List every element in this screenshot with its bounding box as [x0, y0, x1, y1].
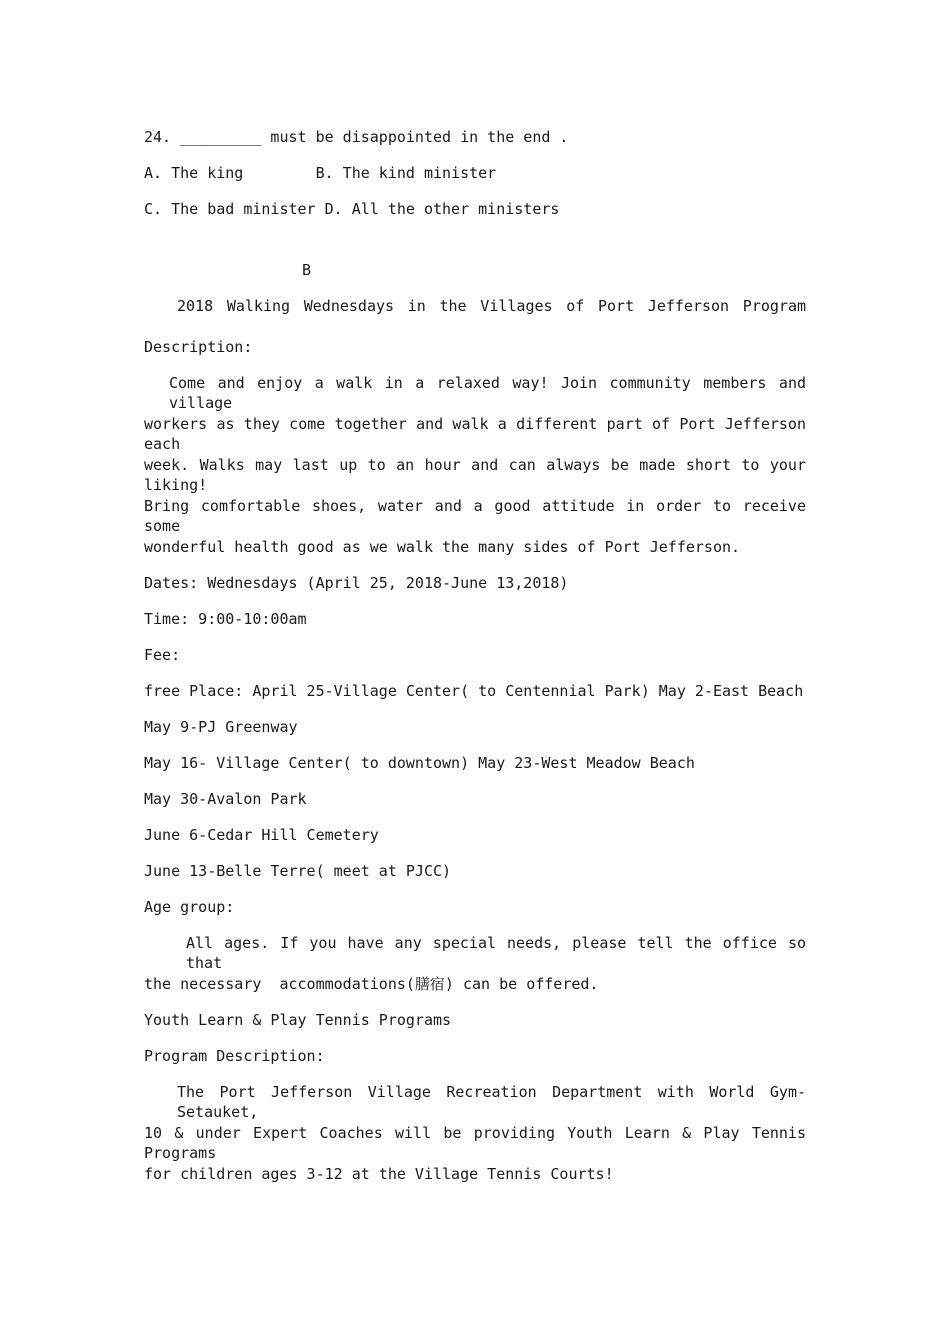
description-line: workers as they come together and walk a different part of Port Jefferson each — [144, 415, 806, 453]
description-label: Description: — [144, 338, 253, 356]
schedule-line: June 6-Cedar Hill Cemetery — [144, 826, 379, 844]
question-24-options-cd: C. The bad minister D. All the other ministers — [144, 200, 560, 218]
age-group-line: the necessary accommodations(膳宿) can be offered. — [144, 975, 599, 993]
description-line: Come and enjoy a walk in a relaxed way! Join community members and village — [169, 374, 806, 412]
dates-line: Dates: Wednesdays (April 25, 2018-June 13,2018) — [144, 574, 569, 592]
schedule-line: June 13-Belle Terre( meet at PJCC) — [144, 862, 452, 880]
article-title: 2018 Walking Wednesdays in the Villages of Port Jefferson Program — [177, 297, 806, 315]
tennis-line: The Port Jefferson Village Recreation Department with World Gym-Setauket, — [177, 1083, 806, 1121]
description-line: Bring comfortable shoes, water and a good attitude in order to receive some — [144, 497, 806, 535]
age-group-line: All ages. If you have any special needs, please tell the office so that — [186, 934, 806, 972]
section-letter: B — [302, 261, 312, 279]
tennis-line: 10 & under Expert Coaches will be providing Youth Learn & Play Tennis Programs — [144, 1124, 806, 1162]
age-group-label: Age group: — [144, 898, 235, 916]
description-line: week. Walks may last up to an hour and can always be made short to your liking! — [144, 456, 806, 494]
schedule-line: May 30-Avalon Park — [144, 790, 307, 808]
schedule-line: free Place: April 25-Village Center( to Centennial Park) May 2-East Beach — [144, 682, 804, 700]
schedule-line: May 16- Village Center( to downtown) May 23-West Meadow Beach — [144, 754, 695, 772]
tennis-title: Youth Learn & Play Tennis Programs — [144, 1011, 452, 1029]
program-description-label: Program Description: — [144, 1047, 325, 1065]
schedule-line: May 9-PJ Greenway — [144, 718, 298, 736]
time-line: Time: 9:00-10:00am — [144, 610, 307, 628]
tennis-line: for children ages 3-12 at the Village Tennis Courts! — [144, 1165, 614, 1183]
question-24-options-ab: A. The king B. The kind minister — [144, 164, 497, 182]
description-line: wonderful health good as we walk the many sides of Port Jefferson. — [144, 538, 741, 556]
question-24-stem: 24. _________ must be disappointed in the end . — [144, 128, 569, 146]
fee-label: Fee: — [144, 646, 181, 664]
